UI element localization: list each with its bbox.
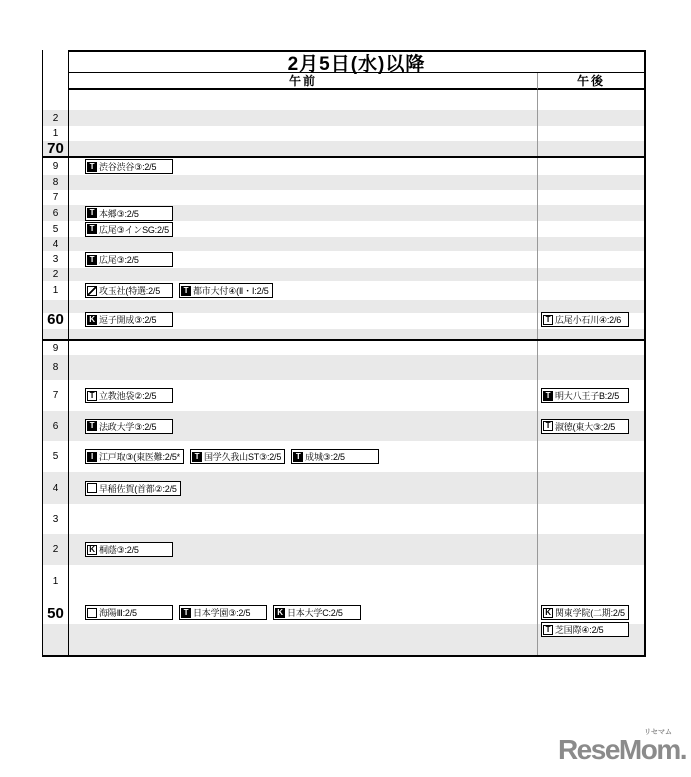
school-entry [85,388,173,403]
deviation-row [43,175,644,190]
morning-cell [69,175,538,190]
afternoon-cell [538,300,644,339]
school-entry-label: 国学久我山ST③:2/5 [203,452,282,462]
school-entry-label: 都市大付④(Ⅱ・Ⅰ:2/5 [193,286,269,296]
school-entry-label: 早稲佐賀(首都②:2/5 [99,483,177,494]
deviation-label: 2 [43,110,69,126]
column-header-morning: 午前 [69,73,538,90]
afternoon-cell [538,534,644,565]
resemom-logo [557,729,686,765]
afternoon-cell [538,565,644,598]
pref-t-black-icon: T [293,452,303,462]
morning-cell [69,110,538,126]
morning-cell [69,268,538,281]
exam-schedule-chart [42,50,646,657]
morning-cell [69,472,538,504]
morning-cell [69,251,538,268]
school-entry [85,283,173,298]
deviation-label: 3 [43,504,69,534]
deviation-rows [43,90,644,655]
deviation-label: 1 [43,565,69,598]
school-entry-label: 日本学園③:2/5 [193,608,251,618]
school-entry [541,419,629,434]
pref-blank-icon [87,483,97,493]
school-entry [85,159,173,174]
pref-k-white-icon: K [543,608,553,618]
afternoon-cell [538,90,644,110]
chart-header-row [43,50,644,73]
school-entry [85,605,173,620]
header-number-column-spacer [43,50,69,73]
chart-subheader-row [43,73,644,90]
deviation-row [43,268,644,281]
deviation-label: 8 [43,175,69,190]
deviation-label: 9 [43,341,69,355]
morning-cell [69,90,538,110]
deviation-row [43,534,644,565]
deviation-row [43,411,644,441]
deviation-label: 1 [43,126,69,141]
school-entry [541,605,629,620]
morning-cell [69,237,538,251]
school-entry [179,605,267,620]
morning-cell [69,126,538,141]
afternoon-cell [538,504,644,534]
school-entry-label: 海陽Ⅲ:2/5 [99,608,137,618]
deviation-row [43,341,644,355]
subheader-number-column-spacer [43,73,69,90]
afternoon-cell [538,355,644,380]
deviation-label: 2 [43,268,69,281]
school-entry [273,605,361,620]
pref-t-white-icon: T [543,625,553,635]
afternoon-cell [538,411,644,441]
afternoon-cell [538,158,644,175]
resemom-logo-text: ReseMom. [557,734,686,765]
school-entry-label: 攻玉社(特選:2/5 [99,286,161,296]
pref-i-black-icon: I [87,452,97,462]
afternoon-cell [538,237,644,251]
school-entry-label: 渋谷渋谷③:2/5 [99,162,157,172]
column-header-afternoon: 午後 [538,73,644,90]
school-entry [85,481,181,496]
pref-k-black-icon: K [87,315,97,325]
school-entry [179,283,273,298]
school-entry [85,419,173,434]
deviation-label: 7 [43,190,69,205]
deviation-label [43,90,69,110]
pref-t-black-icon: T [87,208,97,218]
school-entry [85,222,173,237]
afternoon-cell [538,380,644,411]
morning-cell [69,534,538,565]
school-entry [190,449,285,464]
school-entry-label: 日本大学C:2/5 [287,608,343,618]
afternoon-cell [538,441,644,472]
school-entry [541,312,629,327]
deviation-label: 70 [43,141,69,156]
school-entry-label: 明大八王子B:2/5 [555,391,620,401]
afternoon-cell [538,281,644,300]
school-entry [85,206,173,221]
deviation-row [43,300,644,341]
afternoon-cell [538,221,644,237]
morning-cell [69,341,538,355]
deviation-row [43,205,644,221]
morning-cell [69,158,538,175]
school-entry-label: 逗子開成③:2/5 [99,315,157,325]
afternoon-cell [538,341,644,355]
school-entry-label: 江戸取③(東医難:2/5* [99,452,180,462]
school-entry [541,622,629,637]
school-entry-label: 広尾③:2/5 [99,255,139,265]
deviation-row [43,281,644,300]
school-entry [541,388,629,403]
pref-t-black-icon: T [543,391,553,401]
morning-cell [69,441,538,472]
afternoon-cell [538,472,644,504]
afternoon-cell [538,175,644,190]
school-entry-label: 法政大学③:2/5 [99,421,157,432]
deviation-row [43,504,644,534]
deviation-row [43,380,644,411]
school-entry [85,449,184,464]
pref-k-black-icon: K [275,608,285,618]
afternoon-cell [538,190,644,205]
afternoon-cell [538,126,644,141]
school-entry-label: 関東学院(二期:2/5 [555,608,625,618]
deviation-label: 9 [43,158,69,175]
pref-t-black-icon: T [181,608,191,618]
deviation-row [43,190,644,205]
afternoon-cell [538,205,644,221]
pref-t-black-icon: T [192,452,202,462]
morning-cell [69,205,538,221]
pref-t-black-icon: T [87,421,97,431]
pref-diagonal-icon [87,286,97,296]
morning-cell [69,411,538,441]
school-entry-label: 桐蔭③:2/5 [99,545,139,555]
deviation-row [43,221,644,237]
afternoon-cell [538,110,644,126]
deviation-label: 7 [43,380,69,411]
afternoon-cell [538,268,644,281]
school-entry [85,252,173,267]
deviation-label: 5 [43,441,69,472]
pref-t-black-icon: T [87,255,97,265]
deviation-label: 6 [43,411,69,441]
pref-t-white-icon: T [87,391,97,401]
morning-cell [69,281,538,300]
deviation-label: 8 [43,355,69,380]
deviation-row [43,158,644,175]
morning-cell [69,355,538,380]
deviation-row [43,251,644,268]
school-entry [291,449,379,464]
deviation-row [43,141,644,158]
school-entry-label: 広尾③インSG:2/5 [99,224,169,235]
deviation-row [43,472,644,504]
deviation-row [43,90,644,110]
pref-t-white-icon: T [543,421,553,431]
morning-cell [69,300,538,339]
morning-cell [69,221,538,237]
afternoon-cell [538,598,644,655]
deviation-label: 5 [43,221,69,237]
school-entry-label: 成城③:2/5 [305,452,345,462]
pref-t-black-icon: T [87,224,97,234]
school-entry-label: 淑徳(東大③:2/5 [555,421,616,432]
deviation-row [43,110,644,126]
deviation-row [43,126,644,141]
school-entry [85,542,173,557]
resemom-logo-ruby: リセマム [644,729,672,736]
school-entry-label: 広尾小石川④:2/6 [555,315,622,325]
pref-blank-icon [87,608,97,618]
morning-cell [69,380,538,411]
deviation-row [43,565,644,598]
afternoon-cell [538,141,644,156]
school-entry-label: 立教池袋②:2/5 [99,391,157,401]
deviation-row [43,237,644,251]
morning-cell [69,565,538,598]
deviation-label: 2 [43,534,69,565]
deviation-label: 4 [43,237,69,251]
deviation-label: 4 [43,472,69,504]
deviation-label: 3 [43,251,69,268]
deviation-row [43,355,644,380]
afternoon-cell [538,251,644,268]
morning-cell [69,504,538,534]
deviation-label: 60 [43,300,69,339]
morning-cell [69,598,538,655]
school-entry-label: 芝国際④:2/5 [555,625,604,635]
deviation-row [43,598,644,655]
pref-t-white-icon: T [543,315,553,325]
pref-k-white-icon: K [87,545,97,555]
pref-t-black-icon: T [181,286,191,296]
morning-cell [69,141,538,156]
morning-cell [69,190,538,205]
pref-t-black-icon: T [87,162,97,172]
school-entry-label: 本郷③:2/5 [99,208,139,219]
chart-title: 2月5日(水)以降 [69,50,644,73]
deviation-row [43,441,644,472]
deviation-label: 1 [43,281,69,300]
deviation-label: 50 [43,598,69,655]
deviation-label: 6 [43,205,69,221]
school-entry [85,312,173,327]
